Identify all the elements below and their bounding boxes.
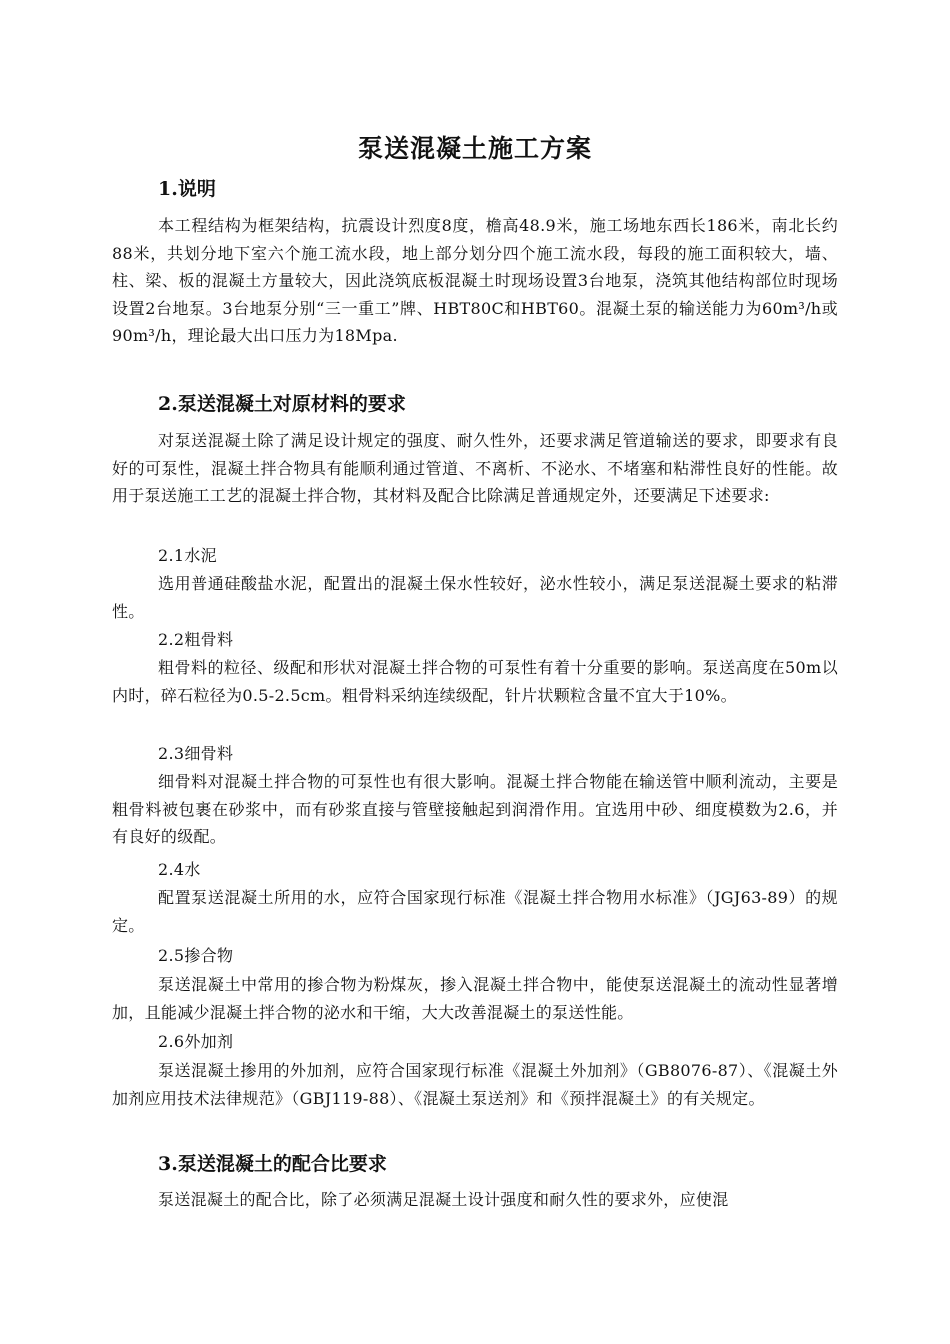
subsection-2-4-label: 2.4水 [158, 860, 201, 879]
subsection-2-3-text: 细骨料对混凝土拌合物的可泵性也有很大影响。混凝土拌合物能在输送管中顺利流动，主要是粗骨料被包裹在砂浆中，而有砂浆直接与管壁接触起到润滑作用。宜选用中砂、细度模数为2.6，并有良好的级配。 [112, 772, 838, 846]
subsection-2-5-text: 泵送混凝土中常用的掺合物为粉煤灰，掺入混凝土拌合物中，能使泵送混凝土的流动性显著增加，且能减少混凝土拌合物的泌水和干缩，大大改善混凝土的泵送性能。 [112, 975, 838, 1022]
subsection-2-1-text: 选用普通硅酸盐水泥，配置出的混凝土保水性较好，泌水性较小，满足泵送混凝土要求的粘滞性。 [112, 574, 838, 621]
section-heading-3: 3.泵送混凝土的配合比要求 [158, 1153, 387, 1175]
section-heading-2: 2.泵送混凝土对原材料的要求 [158, 393, 406, 415]
section-2-intro: 对泵送混凝土除了满足设计规定的强度、耐久性外，还要求满足管道输送的要求，即要求有良好的可泵性，混凝土拌合物具有能顺利通过管道、不离析、不泌水、不堵塞和粘滞性良好的性能。故用于泵送施工工艺的混凝土拌合物，其材料及配合比除满足普通规定外，还要满足下述要求: [112, 431, 838, 505]
subsection-2-2-text: 粗骨料的粒径、级配和形状对混凝土拌合物的可泵性有着十分重要的影响。泵送高度在50m以内时，碎石粒径为0.5-2.5cm。粗骨料采纳连续级配，针片状颗粒含量不宜大于10%。 [112, 658, 838, 705]
section-3-paragraph: 泵送混凝土的配合比，除了必须满足混凝土设计强度和耐久性的要求外，应使混 [158, 1190, 729, 1209]
section-1-paragraph: 本工程结构为框架结构，抗震设计烈度8度，檐高48.9米，施工场地东西长186米，南北长约88米，共划分地下室六个施工流水段，地上部分划分四个施工流水段，每段的施工面积较大，墙、柱、梁、板的混凝土方量较大，因此浇筑底板混凝土时现场设置3台地泵，浇筑其他结构部位时现场设置2台地泵。3台地泵分别“三一重工”牌、HBT80C和HBT60。混凝土泵的输送能力为60m³/h或90m³/h，理论最大出口压力为18Mpa. [112, 216, 838, 345]
subsection-2-1-label: 2.1水泥 [158, 546, 217, 565]
document-title: 泵送混凝土施工方案 [357, 134, 592, 163]
subsection-2-6-label: 2.6外加剂 [158, 1032, 234, 1051]
subsection-2-4-text: 配置泵送混凝土所用的水，应符合国家现行标准《混凝土拌合物用水标准》（JGJ63-89）的规定。 [112, 888, 838, 935]
subsection-2-2-label: 2.2粗骨料 [158, 630, 234, 649]
section-heading-1: 1.说明 [158, 178, 216, 200]
subsection-2-5-label: 2.5掺合物 [158, 946, 234, 965]
subsection-2-6-text: 泵送混凝土掺用的外加剂，应符合国家现行标准《混凝土外加剂》（GB8076-87）、《混凝土外加剂应用技术法律规范》（GBJ119-88）、《混凝土泵送剂》和《预拌混凝土》的有关规定。 [112, 1061, 838, 1108]
subsection-2-3-label: 2.3细骨料 [158, 744, 234, 763]
